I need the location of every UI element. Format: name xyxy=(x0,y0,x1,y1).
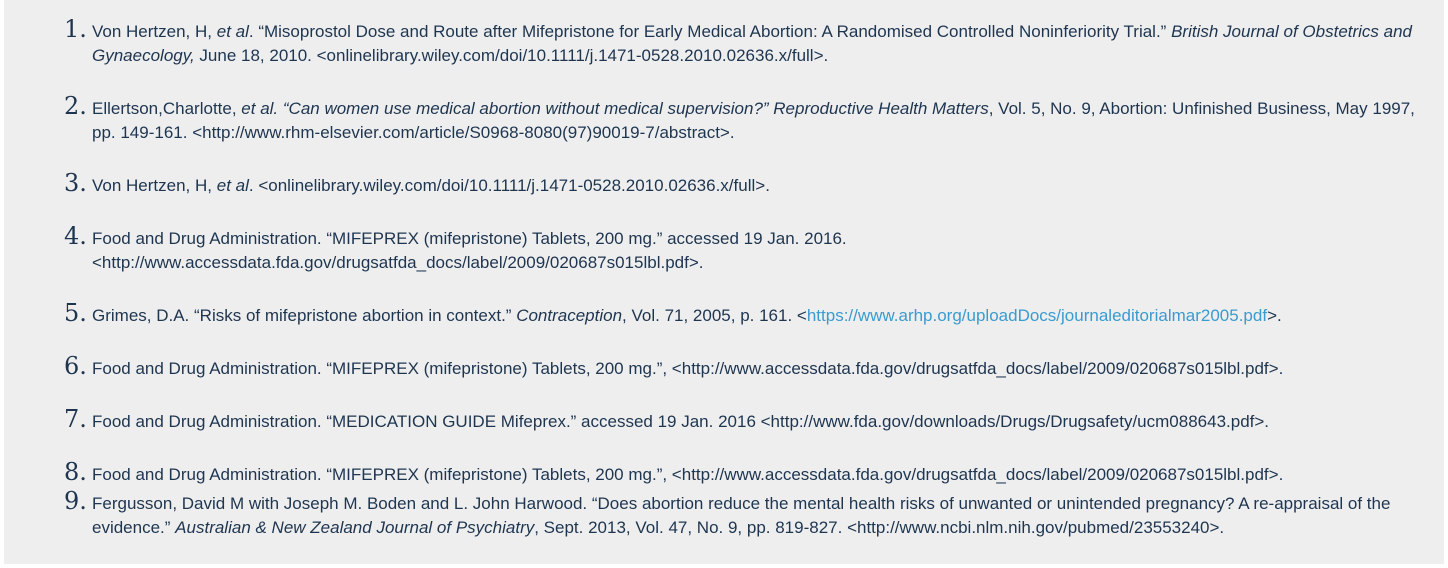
reference-text xyxy=(92,20,1422,68)
reference-number: 9. xyxy=(64,487,87,515)
reference-text xyxy=(92,227,1422,275)
reference-text-segment: June 18, 2010. <onlinelibrary.wiley.com/doi/10.1111/j.1471-0528.2010.02636.x/full>. xyxy=(194,46,829,65)
reference-text-segment: Fergusson, David M with Joseph M. Boden and L. John Harwood. “Does abortion reduce the mental health risks of unwanted or unintended pregnancy? A re-appraisal of the evidence.” xyxy=(92,494,1391,537)
reference-italic-text: Australian & New Zealand Journal of Psychiatry xyxy=(175,518,535,537)
reference-italic-text: et al xyxy=(216,176,249,195)
reference-link[interactable]: https://www.arhp.org/uploadDocs/journaleditorialmar2005.pdf xyxy=(806,306,1268,325)
reference-text xyxy=(92,410,1422,434)
reference-text-segment: Grimes, D.A. “Risks of mifepristone abortion in context.” xyxy=(92,306,517,325)
reference-text-segment: Food and Drug Administration. “MIFEPREX (mifepristone) Tablets, 200 mg.”, <http://www.accessdata.fda.gov/drugsatfda_docs/label/2009/020687s015lbl.pdf>. xyxy=(92,465,1284,484)
reference-number: 1. xyxy=(64,15,87,43)
reference-text xyxy=(92,174,1422,198)
reference-text xyxy=(92,463,1422,487)
reference-text-segment: Food and Drug Administration. “MIFEPREX (mifepristone) Tablets, 200 mg.”, <http://www.accessdata.fda.gov/drugsatfda_docs/label/2009/020687s015lbl.pdf>. xyxy=(92,359,1284,378)
reference-text-segment: <http://www.accessdata.fda.gov/drugsatfda_docs/label/2009/020687s015lbl.pdf>. xyxy=(92,253,704,272)
reference-text-segment: Von Hertzen, H, xyxy=(92,176,217,195)
reference-number: 3. xyxy=(64,169,87,197)
reference-number: 4. xyxy=(64,222,87,250)
reference-text-segment: Von Hertzen, H, xyxy=(92,22,217,41)
reference-text-segment: Ellertson,Charlotte, xyxy=(92,99,242,118)
references-page xyxy=(4,0,1444,564)
reference-text xyxy=(92,357,1422,381)
reference-italic-text: et al xyxy=(216,22,249,41)
reference-text xyxy=(92,492,1422,540)
reference-italic-text: Contraception xyxy=(516,306,623,325)
reference-number: 8. xyxy=(64,458,87,486)
reference-text xyxy=(92,97,1422,145)
reference-text xyxy=(92,304,1422,328)
reference-number: 2. xyxy=(64,92,87,120)
reference-text-segment: , Vol. 5, No. 9, Abortion: Unfinished Business, May 1997, pp. 149-161. <http://www.rhm-elsevier.com/article/S0968-8080(97)90019-7/abstract>. xyxy=(92,99,1415,142)
reference-number: 6. xyxy=(64,352,87,380)
reference-text-segment: >. xyxy=(1267,306,1282,325)
reference-text-segment: . “Misoprostol Dose and Route after Mifepristone for Early Medical Abortion: A Randomised Controlled Noninferiority Trial.” xyxy=(248,22,1172,41)
reference-italic-text: British Journal of Obstetrics and Gynaecology, xyxy=(92,22,1413,65)
reference-number: 7. xyxy=(64,405,87,433)
reference-text-segment: . <onlinelibrary.wiley.com/doi/10.1111/j.1471-0528.2010.02636.x/full>. xyxy=(248,176,770,195)
reference-text-segment: , Sept. 2013, Vol. 47, No. 9, pp. 819-827. <http://www.ncbi.nlm.nih.gov/pubmed/23553240>. xyxy=(534,518,1225,537)
reference-text-segment: Food and Drug Administration. “MIFEPREX (mifepristone) Tablets, 200 mg.” accessed 19 Jan. 2016. xyxy=(92,229,847,248)
reference-number: 5. xyxy=(64,299,87,327)
reference-text-segment: , Vol. 71, 2005, p. 161. < xyxy=(622,306,807,325)
reference-text-segment: Food and Drug Administration. “MEDICATION GUIDE Mifeprex.” accessed 19 Jan. 2016 <http://www.fda.gov/downloads/Drugs/Drugsafety/ucm088643.pdf>. xyxy=(92,412,1270,431)
reference-italic-text: et al. “Can women use medical abortion without medical supervision?” Reproductive Health Matters xyxy=(241,99,989,118)
